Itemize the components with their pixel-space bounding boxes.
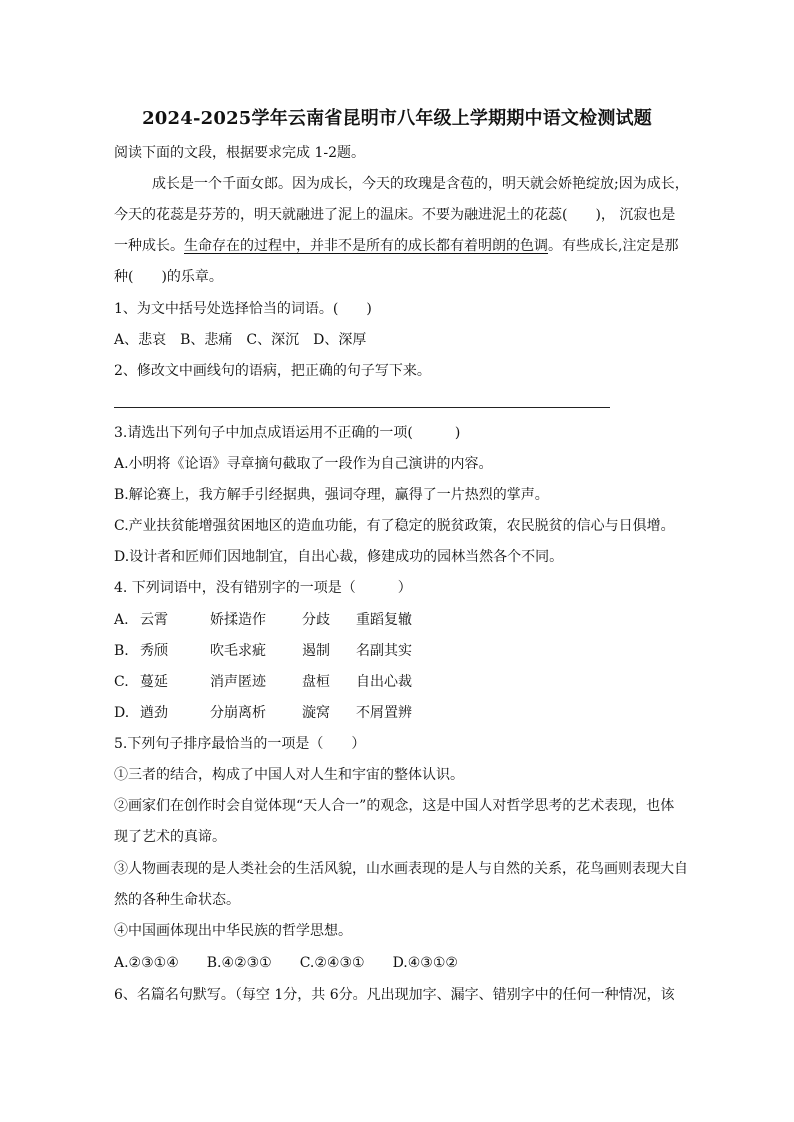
option-word-4: 名副其实 xyxy=(356,643,412,659)
passage-line-3 xyxy=(114,236,678,256)
question-1-options: A、悲哀 B、悲痛 C、深沉 D、深厚 xyxy=(114,332,367,348)
passage-line-4: 种( )的乐章。 xyxy=(114,269,223,285)
question-3-option-d: D.设计者和匠师们因地制宜，自出心裁，修建成功的园林当然各个不同。 xyxy=(114,549,564,565)
option-letter: C. xyxy=(114,674,129,690)
question-4-option-a xyxy=(114,610,412,630)
option-word-1: 云霄 xyxy=(140,612,168,628)
option-word-3: 遏制 xyxy=(302,643,330,659)
question-2: 2、修改文中画线句的语病，把正确的句子写下来。 xyxy=(114,363,431,379)
sentence-3-continued: 然的各种生命状态。 xyxy=(114,892,240,908)
question-3-option-a: A.小明将《论语》寻章摘句截取了一段作为自己演讲的内容。 xyxy=(114,456,493,472)
exam-title: 2024-2025学年云南省昆明市八年级上学期期中语文检测试题 xyxy=(142,108,652,129)
option-word-2: 消声匿迹 xyxy=(210,674,266,690)
question-4: 4. 下列词语中，没有错别字的一项是（ ） xyxy=(114,580,412,596)
passage-line-3-start: 一种成长。 xyxy=(114,238,184,254)
option-letter: A. xyxy=(114,612,129,628)
reading-intro: 阅读下面的文段，根据要求完成 1-2题。 xyxy=(114,145,365,161)
sentence-4: ④中国画体现出中华民族的哲学思想。 xyxy=(114,923,352,939)
option-letter: D. xyxy=(114,705,130,721)
option-word-2: 分崩离析 xyxy=(210,705,266,721)
option-word-2: 吹毛求疵 xyxy=(210,643,266,659)
option-word-1: 秀颀 xyxy=(140,643,168,659)
option-word-3: 漩窝 xyxy=(302,705,330,721)
option-word-1: 遒劲 xyxy=(140,705,168,721)
answer-line[interactable] xyxy=(114,407,610,408)
underlined-sentence: 生命存在的过程中，并非不是所有的成长都有着明朗的色调 xyxy=(184,238,548,254)
question-5: 5.下列句子排序最恰当的一项是（ ） xyxy=(114,736,366,752)
option-word-3: 分歧 xyxy=(302,612,330,628)
option-letter: B. xyxy=(114,643,129,659)
passage-line-2: 今天的花蕊是芬芳的，明天就融进了泥上的温床。不要为融进泥土的花蕊( )， 沉寂也是 xyxy=(114,207,676,223)
passage-line-3-end: 。有些成长,注定是那 xyxy=(548,238,679,254)
option-word-4: 不屑置辨 xyxy=(356,705,412,721)
question-1: 1、为文中括号处选择恰当的词语。( ) xyxy=(114,301,372,317)
option-word-2: 娇揉造作 xyxy=(210,612,266,628)
passage-line-1: 成长是一个千面女郎。因为成长，今天的玫瑰是含苞的，明天就会娇艳绽放;因为成长， xyxy=(152,176,689,192)
question-6: 6、名篇名句默写。（每空 1分，共 6分。凡出现加字、漏字、错别字中的任何一种情况，该 xyxy=(114,987,675,1003)
question-4-option-c xyxy=(114,672,412,692)
question-3: 3.请选出下列句子中加点成语运用不正确的一项( ) xyxy=(114,425,461,441)
option-word-4: 重蹈复辙 xyxy=(356,612,412,628)
question-3-option-c: C.产业扶贫能增强贫困地区的造血功能，有了稳定的脱贫政策，农民脱贫的信心与日俱增。 xyxy=(114,518,675,534)
question-4-option-b xyxy=(114,641,412,661)
question-5-options: A.②③①④ B.④②③① C.②④③① D.④③①② xyxy=(114,955,458,971)
question-4-option-d xyxy=(114,703,412,723)
option-word-1: 蔓延 xyxy=(140,674,168,690)
sentence-1: ①三者的结合，构成了中国人对人生和宇宙的整体认识。 xyxy=(114,767,464,783)
sentence-2-continued: 现了艺术的真谛。 xyxy=(114,829,226,845)
option-word-3: 盘桓 xyxy=(302,674,330,690)
option-word-4: 自出心裁 xyxy=(356,674,412,690)
sentence-3: ③人物画表现的是人类社会的生活风貌，山水画表现的是人与自然的关系，花鸟画则表现大自 xyxy=(114,861,688,877)
question-3-option-b: B.解论赛上，我方解手引经据典，强词夺理，赢得了一片热烈的掌声。 xyxy=(114,487,549,503)
sentence-2: ②画家们在创作时会自觉体现“天人合一”的观念，这是中国人对哲学思考的艺术表现，也体 xyxy=(114,798,675,814)
